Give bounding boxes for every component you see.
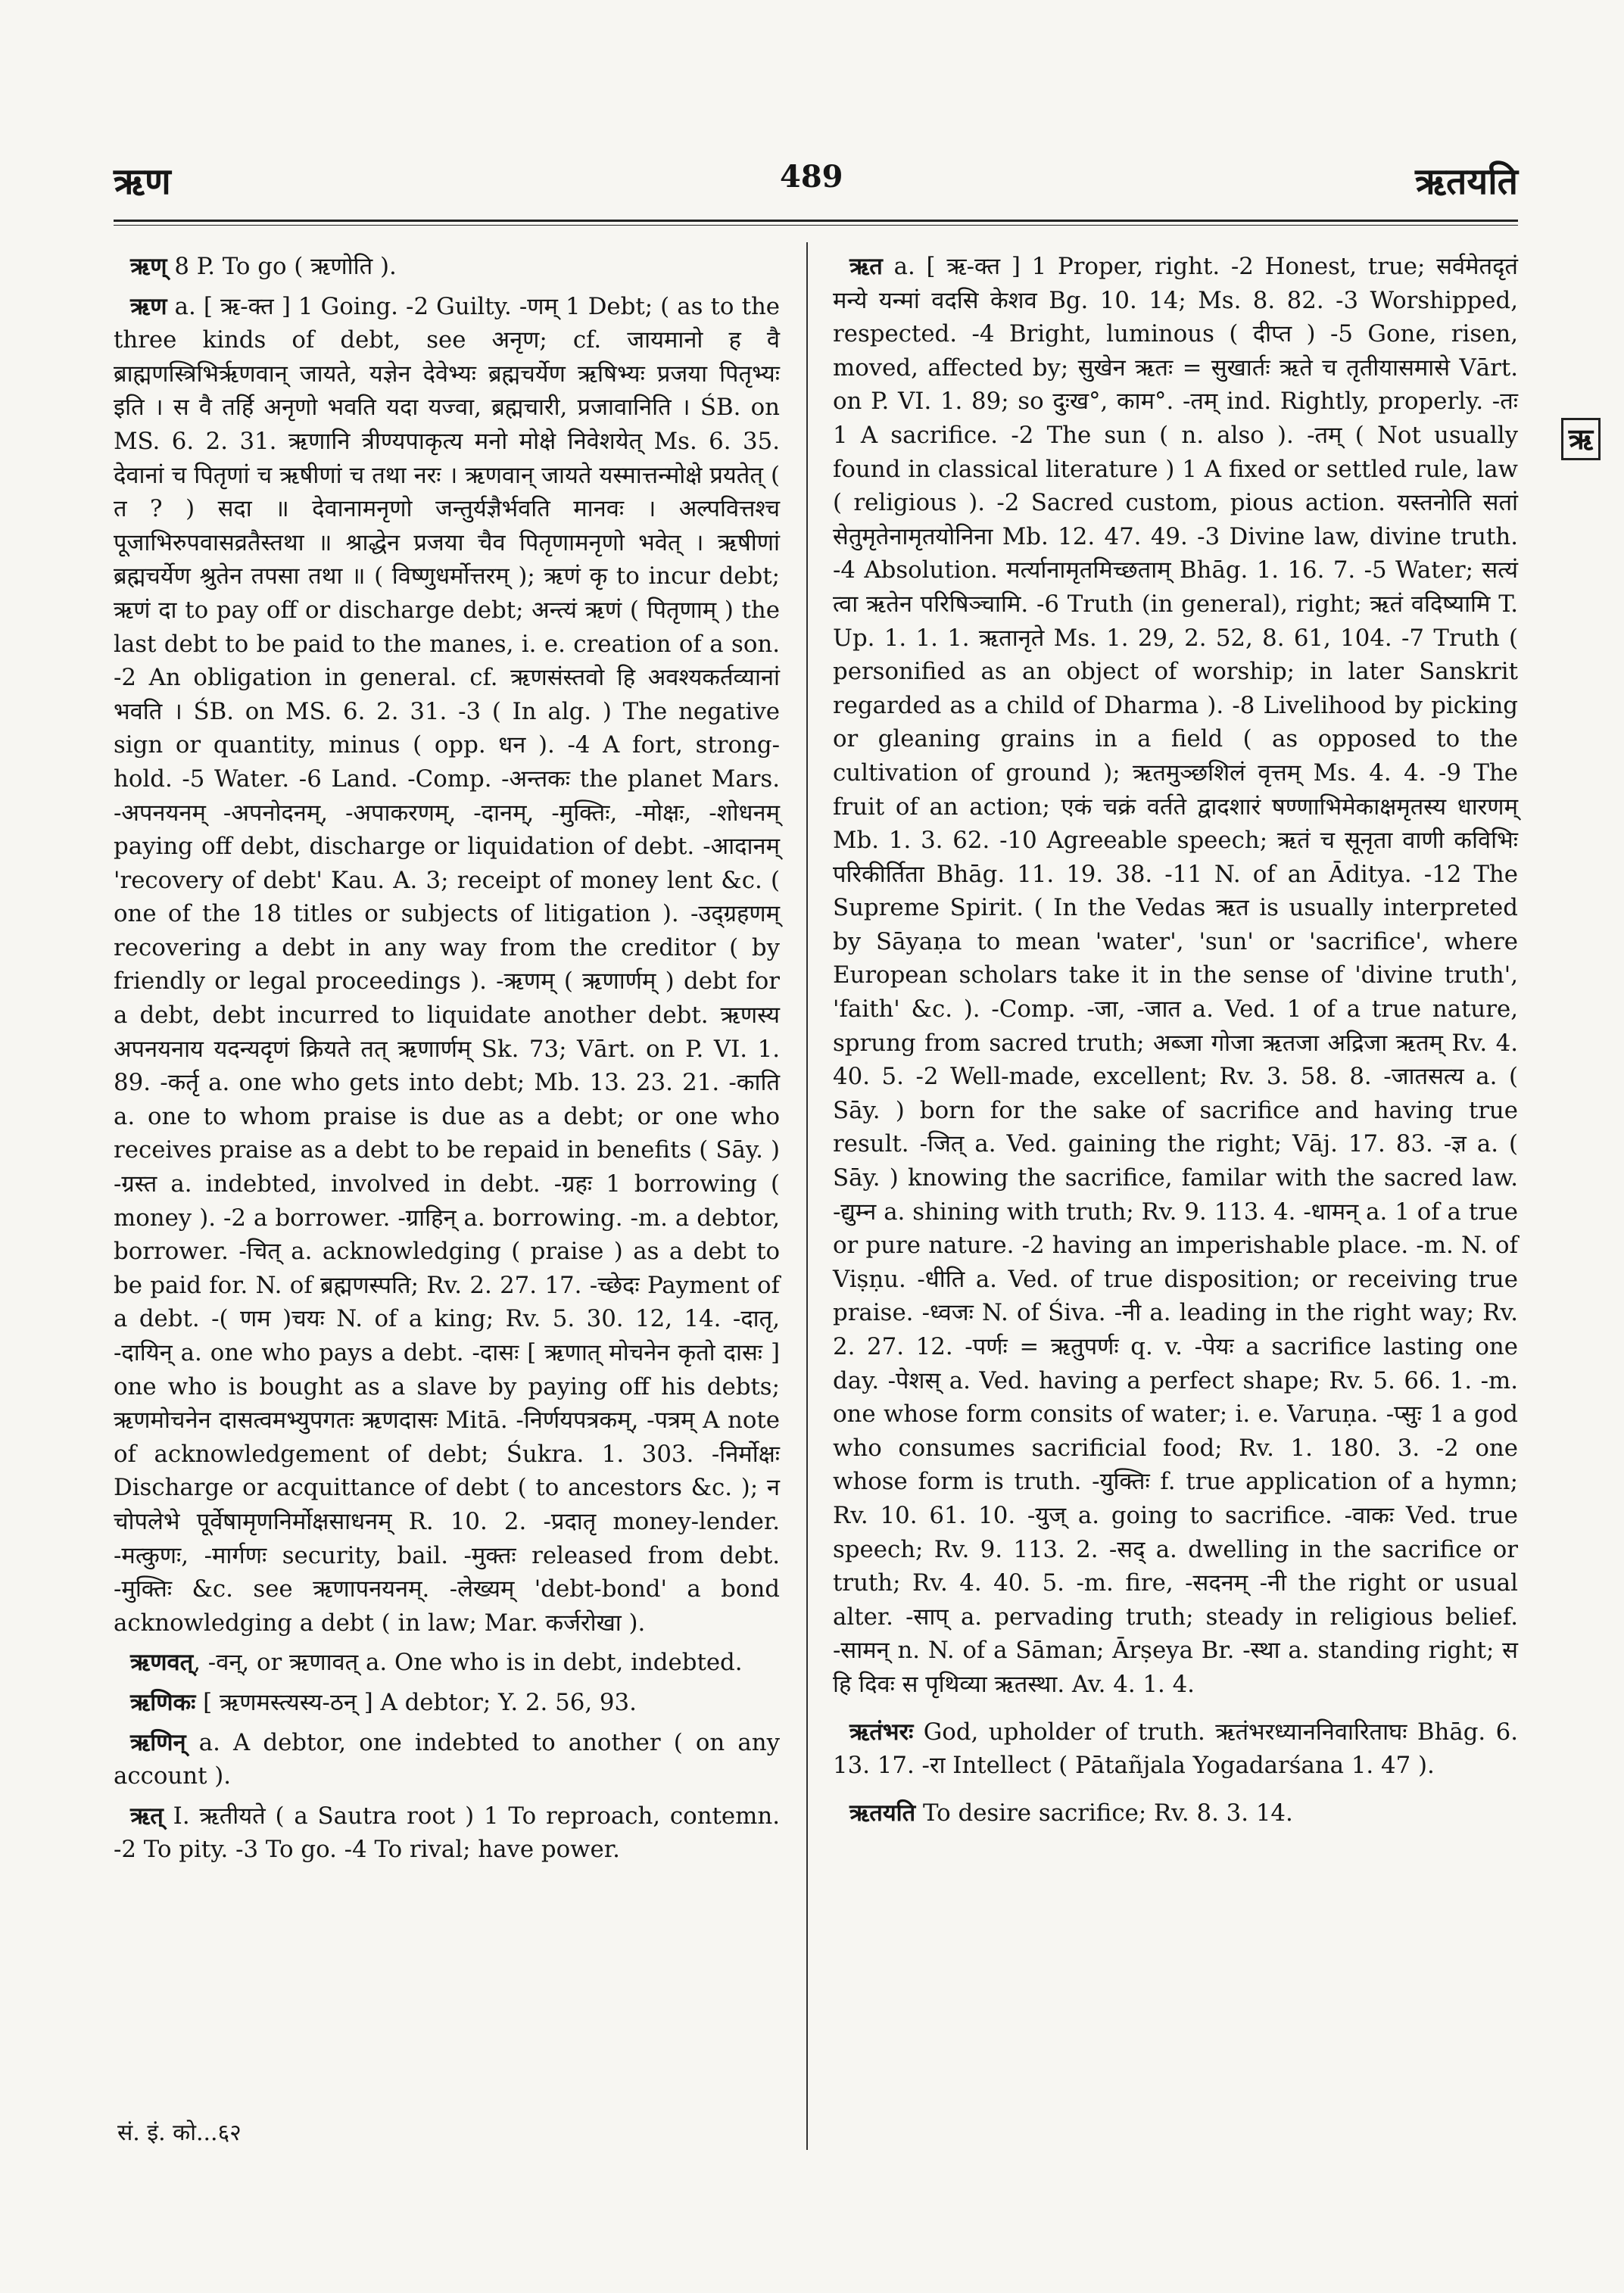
margin-thumb-tab: ऋ (1561, 418, 1601, 460)
entry-headword: ऋणिकः (130, 1688, 196, 1716)
entry-headword: ऋणवत् (130, 1649, 194, 1677)
page-footer: सं. इं. को...६२ (117, 2120, 242, 2146)
header-rule-thin (114, 225, 1518, 226)
page-number: 489 (780, 159, 843, 195)
dictionary-entry (114, 1686, 780, 1720)
dictionary-entry (114, 290, 780, 1640)
entry-definition: I. ऋतीयते ( a Sautra root ) 1 To reproach, contemn. -2 To pity. -3 To go. -4 To rival; have power. (114, 1802, 780, 1864)
header-rule (114, 220, 1518, 222)
column-divider (806, 242, 808, 2150)
entry-headword: ऋत् (130, 1802, 164, 1830)
entry-definition: [ ऋणमस्त्यस्य-ठन् ] A debtor; Y. 2. 56, 93. (195, 1688, 637, 1716)
entry-definition: a. [ ऋ-क्त ] 1 Proper, right. -2 Honest, true; सर्वमेतदृतं मन्ये यन्मां वदसि केशव Bg. 10. 14; Ms. 8. 82. -3 Worshipped, respected. -4 Bright, luminous ( दीप्त ) -5 Gone, risen, moved, affected by; सुखेन ऋतः = सुखार्तः ऋते च तृतीयासमासे Vārt. on P. VI. 1. 89; so दुःख°, काम°. -तम् ind. Rightly, properly. -तः 1 A sacrifice. -2 The sun ( n. also ). -तम् ( Not usually found in classical literature ) 1 A fixed or settled rule, law ( religious ). -2 Sacred custom, pious action. यस्तनोति सतां सेतुमृतेनामृतयोनिना Mb. 12. 47. 49. -3 Divine law, divine truth. -4 Absolution. मर्त्यानामृतमिच्छताम् Bhāg. 1. 16. 7. -5 Water; सत्यं त्वा ऋतेन परिषिञ्चामि. -6 Truth (in general), right; ऋतं वदिष्यामि T. Up. 1. 1. 1. ऋतानृते Ms. 1. 29, 2. 52, 8. 61, 104. -7 Truth ( personified as an object of worship; in later Sanskrit regarded as a child of Dharma ). -8 Livelihood by picking or gleaning grains in a field ( as opposed to the cultivation of ground ); ऋतमुञ्छशिलं वृत्तम् Ms. 4. 4. -9 The fruit of an action; एकं चक्रं वर्तते द्वादशारं षण्णाभिमेकाक्षमृतस्य धारणम् Mb. 1. 3. 62. -10 Agreeable speech; ऋतं च सूनृता वाणी कविभिः परिकीर्तिता Bhāg. 11. 19. 38. -11 N. of an Āditya. -12 The Supreme Spirit. ( In the Vedas ऋत is usually interpreted by Sāyaṇa to mean 'water', 'sun' or 'sacrifice', where European scholars take it in the sense of 'divine truth', 'faith' &c. ). -Comp. -जा, -जात a. Ved. 1 of a true nature, sprung from sacred truth; अब्जा गोजा ऋतजा अद्रिजा ऋतम् Rv. 4. 40. 5. -2 Well-made, excellent; Rv. 3. 58. 8. -जातसत्य a. ( Sāy. ) born for the sake of sacrifice and having true result. -जित् a. Ved. gaining the right; Vāj. 17. 83. -ज्ञ a. ( Sāy. ) knowing the sacrifice, familar with the sacred law. -द्युम्न a. shining with truth; Rv. 9. 113. 4. -धामन् a. 1 of a true or pure nature. -2 having an imperishable place. -m. N. of Viṣṇu. -धीति a. Ved. of true disposition; or receiving true praise. -ध्वजः N. of Śiva. -नी a. leading in the right way; Rv. 2. 27. 12. -पर्णः = ऋतुपर्णः q. v. -पेयः a sacrifice lasting one day. -पेशस् a. Ved. having a perfect shape; Rv. 5. 66. 1. -m. one whose form consits of water; i. e. Varuṇa. -प्सुः 1 a god who consumes sacrificial food; Rv. 1. 180. 3. -2 one whose form is truth. -युक्तिः f. true application of a hymn; Rv. 10. 61. 10. -युज् a. going to sacrifice. -वाकः Ved. true speech; Rv. 9. 113. 2. -सद् a. dwelling in the sacrifice or truth; Rv. 4. 40. 5. -m. fire, -सदनम् -नी the right or usual alter. -साप् a. pervading truth; steady in religious belief. -सामन् n. N. of a Sāman; Ārṣeya Br. -स्था a. standing right; स हि दिवः स पृथिव्या ऋतस्था. Av. 4. 1. 4. (833, 253, 1518, 1698)
dictionary-entry (114, 250, 780, 284)
entry-definition: God, upholder of truth. ऋतंभरध्याननिवारिताघः Bhāg. 6. 13. 17. -रा Intellect ( Pātañjala Yogadarśana 1. 47 ). (833, 1718, 1518, 1780)
entry-headword: ऋण् (130, 253, 167, 280)
entry-headword: ऋतयति (849, 1799, 916, 1827)
entry-definition: To desire sacrifice; Rv. 8. 3. 14. (915, 1799, 1293, 1827)
dictionary-entry (114, 1799, 780, 1867)
left-column (114, 250, 780, 1873)
dictionary-entry (114, 1726, 780, 1793)
entry-definition: 8 P. To go ( ऋणोति ). (167, 253, 397, 280)
entry-headword: ऋतंभरः (849, 1718, 914, 1746)
dictionary-entry (833, 1796, 1518, 1830)
entry-definition: a. A debtor, one indebted to another ( on any account ). (114, 1728, 780, 1790)
entry-headword: ऋण (130, 292, 167, 320)
header-left-guideword: ऋण (114, 160, 171, 203)
header-right-guideword: ऋतयति (1415, 160, 1518, 203)
entry-headword: ऋणिन् (130, 1728, 186, 1756)
entry-headword: ऋत (849, 253, 883, 280)
entry-definition: , -वन्, or ऋणावत् a. One who is in debt, indebted. (193, 1649, 743, 1677)
page-header (114, 156, 1518, 217)
entry-definition: a. [ ऋ-क्त ] 1 Going. -2 Guilty. -णम् 1 Debt; ( as to the three kinds of debt, see अनृण; cf. जायमानो ह वै ब्राह्मणस्त्रिभिर्ऋणवान् जायते, यज्ञेन देवेभ्यः ब्रह्मचर्येण ऋषिभ्यः प्रजया पितृभ्यः इति । स वै तर्हि अनृणो भवति यदा यज्वा, ब्रह्मचारी, प्रजावानिति । ŚB. on MS. 6. 2. 31. ऋणानि त्रीण्यपाकृत्य मनो मोक्षे निवेशयेत् Ms. 6. 35. देवानां च पितृणां च ऋषीणां च तथा नरः । ऋणवान् जायते यस्मात्तन्मोक्षे प्रयतेत् ( त ? ) सदा ॥ देवानामनृणो जन्तुर्यज्ञैर्भवति मानवः । अल्पवित्तश्च पूजाभिरुपवासव्रतैस्तथा ॥ श्राद्धेन प्रजया चैव पितृणामनृणो भवेत् । ऋषीणां ब्रह्मचर्येण श्रुतेन तपसा तथा ॥ ( विष्णुधर्मोत्तरम् ); ऋणं कृ to incur debt; ऋणं दा to pay off or discharge debt; अन्त्यं ऋणं ( पितृणाम् ) the last debt to be paid to the manes, i. e. creation of a son. -2 An obligation in general. cf. ऋणसंस्तवो हि अवश्यकर्तव्यानां भवति । ŚB. on MS. 6. 2. 31. -3 ( In alg. ) The negative sign or quantity, minus ( opp. धन ). -4 A fort, strong-hold. -5 Water. -6 Land. -Comp. -अन्तकः the planet Mars. -अपनयनम् -अपनोदनम्, -अपाकरणम्, -दानम्, -मुक्तिः, -मोक्षः, -शोधनम् paying off debt, discharge or liquidation of debt. -आदानम् 'recovery of debt' Kau. A. 3; receipt of money lent &c. ( one of the 18 titles or subjects of litigation ). -उद्ग्रहणम् recovering a debt in any way from the creditor ( by friendly or legal proceedings ). -ऋणम् ( ऋणार्णम् ) debt for a debt, debt incurred to liquidate another debt. ऋणस्य अपनयनाय यदन्यदृणं क्रियते तत् ऋणार्णम् Sk. 73; Vārt. on P. VI. 1. 89. -कर्तृ a. one who gets into debt; Mb. 13. 23. 21. -काति a. one to whom praise is due as a debt; or one who receives praise as a debt to be repaid in benefits ( Sāy. ) -ग्रस्त a. indebted, involved in debt. -ग्रहः 1 borrowing ( money ). -2 a borrower. -ग्राहिन् a. borrowing. -m. a debtor, borrower. -चित् a. acknowledging ( praise ) as a debt to be paid for. N. of ब्रह्मणस्पति; Rv. 2. 27. 17. -च्छेदः Payment of a debt. -( णम )चयः N. of a king; Rv. 5. 30. 12, 14. -दातृ, -दायिन् a. one who pays a debt. -दासः [ ऋणात् मोचनेन कृतो दासः ] one who is bought as a slave by paying off his debts; ऋणमोचनेन दासत्वमभ्युपगतः ऋणदासः Mitā. -निर्णयपत्रकम्, -पत्रम् A note of acknowledgement of debt; Śukra. 1. 303. -निर्मोक्षः Discharge or acquittance of debt ( to ancestors &c. ); न चोपलेभे पूर्वेषामृणनिर्मोक्षसाधनम् R. 10. 2. -प्रदातृ money-lender. -मत्कुणः, -मार्गणः security, bail. -मुक्तः released from debt. -मुक्तिः &c. see ऋणापनयनम्. -लेख्यम् 'debt-bond' a bond acknowledging a debt ( in law; Mar. कर्जरोखा ). (114, 292, 780, 1637)
right-column (833, 250, 1518, 1836)
dictionary-entry (833, 1715, 1518, 1783)
dictionary-entry (833, 250, 1518, 1702)
dictionary-entry (114, 1646, 780, 1680)
